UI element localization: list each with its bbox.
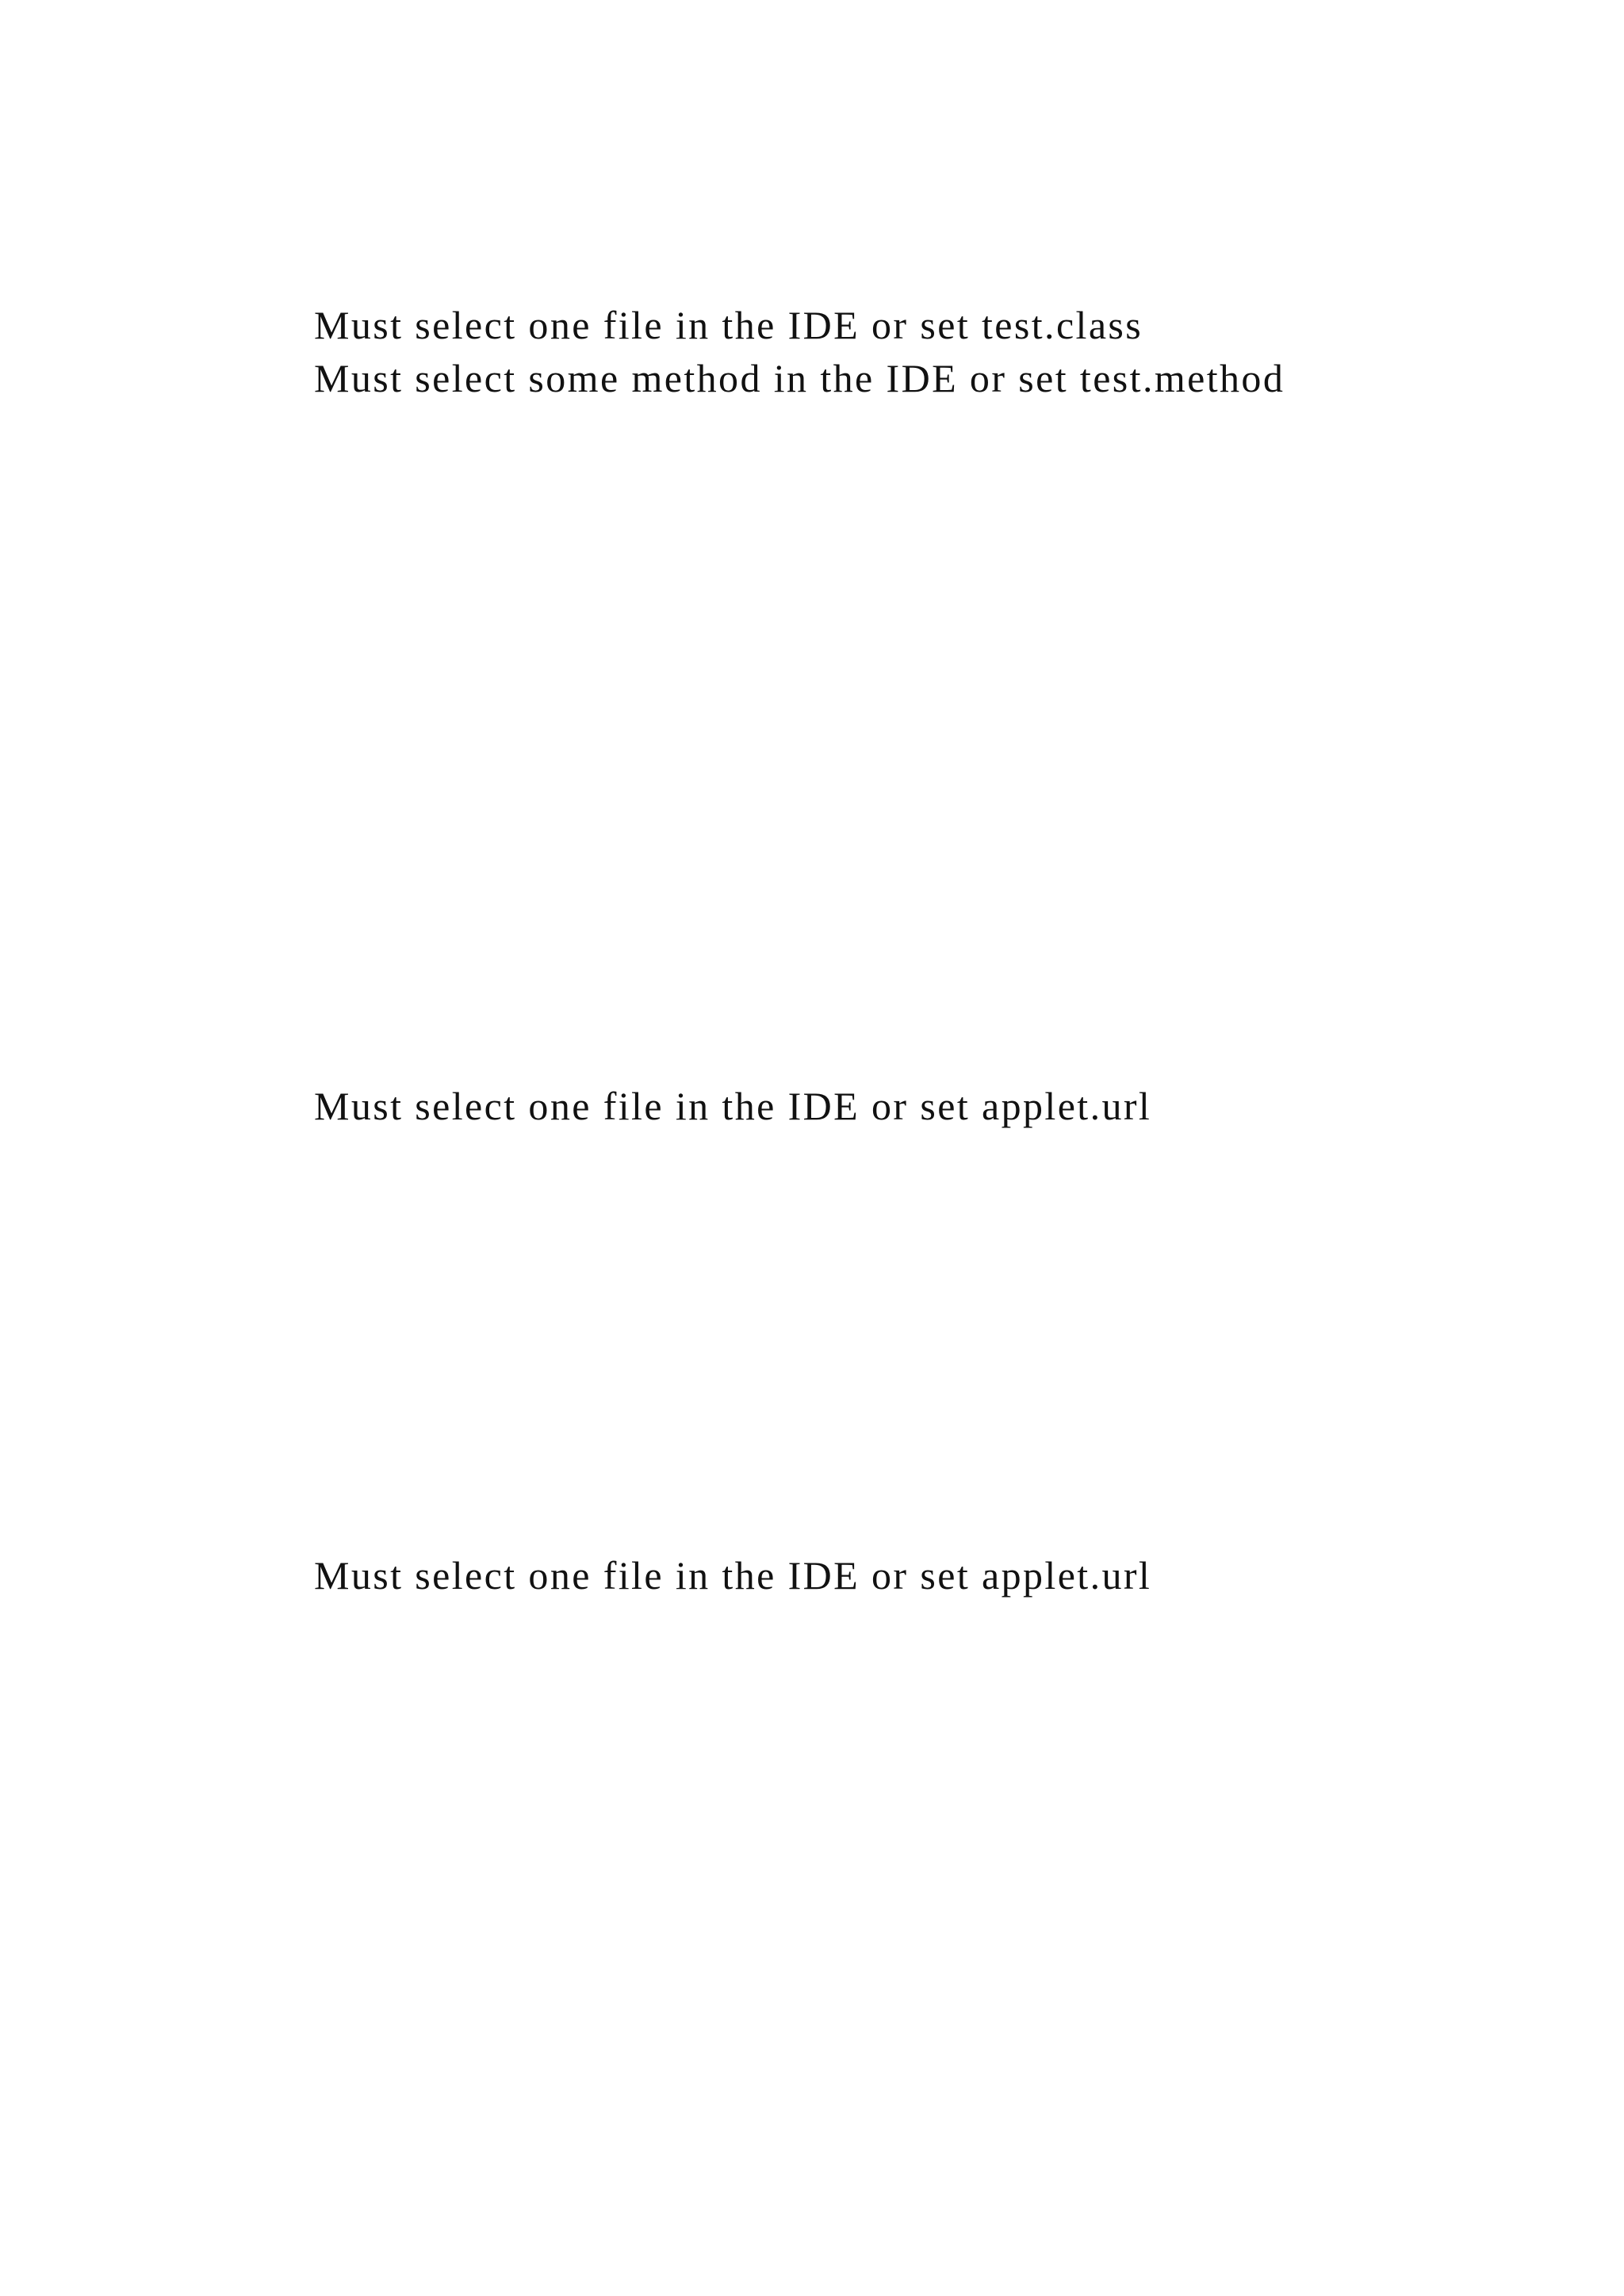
error-message-applet-url-2: Must select one file in the IDE or set applet.url <box>314 1553 1152 1598</box>
error-message-applet-url-1: Must select one file in the IDE or set applet.url <box>314 1084 1152 1128</box>
error-message-test-class: Must select one file in the IDE or set test.class <box>314 303 1143 347</box>
error-message-test-method: Must select some method in the IDE or set test.method <box>314 356 1285 400</box>
